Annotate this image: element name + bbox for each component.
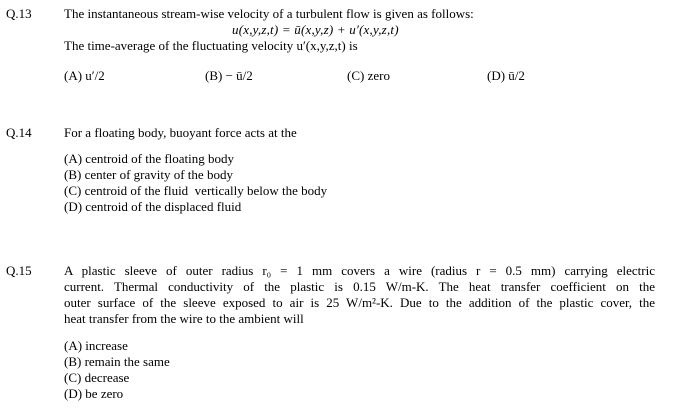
question-body	[64, 125, 657, 215]
question-stem: The instantaneous stream-wise velocity of a turbulent flow is given as follows:	[64, 6, 474, 21]
option-a: (A) centroid of the floating body	[64, 151, 235, 166]
options-list	[64, 338, 655, 402]
option-c: (C) centroid of the fluid vertically below the body	[64, 183, 328, 198]
question-number: Q.15	[6, 263, 32, 278]
option-c: (C) zero	[347, 68, 390, 83]
option-d: (D) centroid of the displaced fluid	[64, 199, 242, 214]
question-stem-line-4: heat transfer from the wire to the ambient will	[64, 311, 304, 326]
question-body	[64, 6, 657, 84]
option-d: (D) be zero	[64, 386, 124, 401]
question-body	[64, 263, 655, 402]
question-stem-line-3: outer surface of the sleeve exposed to air is 25 W/m²-K. Due to the addition of the plastic cover, the	[64, 295, 655, 310]
options-list	[64, 151, 657, 215]
options-row	[64, 68, 657, 84]
question-prompt: The time-average of the fluctuating velocity u′(x,y,z,t) is	[64, 38, 358, 53]
option-b: (B) remain the same	[64, 354, 170, 369]
option-b: (B) − ū/2	[205, 68, 253, 83]
option-c: (C) decrease	[64, 370, 130, 385]
option-b: (B) center of gravity of the body	[64, 167, 233, 182]
velocity-equation: u(x,y,z,t) = ū(x,y,z) + u′(x,y,z,t)	[232, 22, 399, 37]
option-a: (A) u′/2	[64, 68, 105, 83]
question-stem-line-2: current. Thermal conductivity of the plastic is 0.15 W/m-K. The heat transfer coefficient on the	[64, 279, 655, 294]
question-stem: For a floating body, buoyant force acts at the	[64, 125, 297, 140]
question-number: Q.13	[6, 6, 32, 21]
question-number: Q.14	[6, 125, 32, 140]
option-d: (D) ū/2	[487, 68, 525, 83]
option-a: (A) increase	[64, 338, 128, 353]
question-stem-line-1: A plastic sleeve of outer radius r₀ = 1 mm covers a wire (radius r = 0.5 mm) carrying electric	[64, 263, 655, 278]
